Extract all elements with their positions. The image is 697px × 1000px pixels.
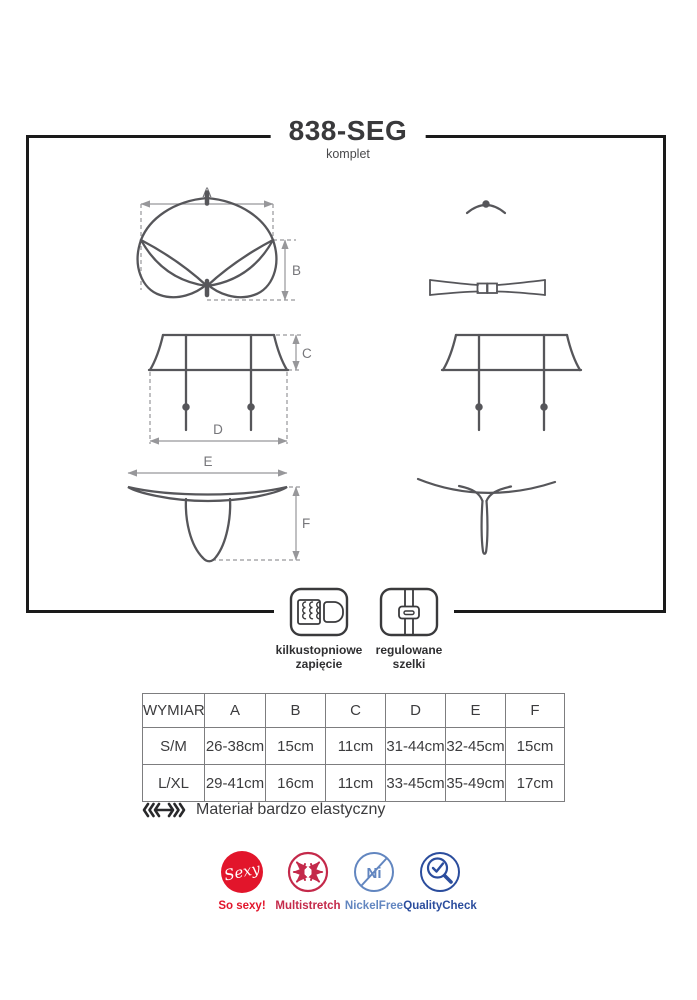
bra-front-diagram — [115, 182, 335, 324]
dimension-label-b: B — [292, 263, 302, 278]
table-header-row — [143, 694, 565, 728]
dimension-label-d: D — [213, 422, 223, 437]
garter-belt-back-outline — [442, 335, 581, 430]
badge-multistretch — [275, 851, 341, 913]
sexy-script-text: Sexy — [222, 859, 262, 885]
thong-front-diagram — [100, 455, 325, 570]
column-header: E — [446, 694, 506, 728]
feature-label-line1: regulowane — [375, 643, 443, 657]
size-cell: 26-38cm — [205, 728, 266, 765]
dimension-label-c: C — [302, 346, 312, 361]
feature-straps — [364, 586, 454, 672]
strap-dot — [483, 201, 488, 206]
badge-label: So sexy! — [218, 900, 266, 912]
thong-outline — [128, 487, 287, 561]
bra-back-diagram — [420, 185, 600, 320]
so-sexy-icon — [221, 851, 263, 893]
feature-label — [376, 643, 443, 672]
size-cell: 32-45cm — [446, 728, 506, 765]
badge-so-sexy — [209, 851, 275, 913]
page-subtitle: komplet — [326, 147, 370, 161]
badge-label: QualityCheck — [403, 900, 477, 912]
material-note-text: Materiał bardzo elastyczny — [196, 801, 386, 818]
size-cell: 33-45cm — [386, 765, 446, 802]
column-header: A — [205, 694, 266, 728]
quality-check-icon — [419, 851, 461, 893]
multistretch-icon — [287, 851, 329, 893]
thong-back-outline — [418, 479, 555, 554]
size-cell: 29-41cm — [205, 765, 266, 802]
bra-outline — [138, 193, 277, 298]
nickel-free-icon — [353, 851, 395, 893]
column-header: D — [386, 694, 446, 728]
feature-icons-block — [274, 586, 454, 672]
size-cell: 35-49cm — [446, 765, 506, 802]
size-cell: 31-44cm — [386, 728, 446, 765]
badge-nickel-free — [341, 851, 407, 913]
size-cell: 16cm — [266, 765, 326, 802]
table-row — [143, 765, 565, 802]
bra-dimension-lines — [141, 204, 296, 300]
dimension-label-e: E — [203, 454, 213, 469]
column-header: C — [326, 694, 386, 728]
size-table — [142, 693, 565, 802]
thong-back-diagram — [415, 455, 615, 570]
hook-eye-clasp-icon — [288, 586, 350, 638]
feature-label — [276, 643, 363, 672]
title-block — [271, 117, 426, 161]
size-cell: 11cm — [326, 765, 386, 802]
column-header: B — [266, 694, 326, 728]
size-cell: 17cm — [506, 765, 565, 802]
feature-label-line1: kilkustopniowe — [275, 643, 363, 657]
column-header: F — [506, 694, 565, 728]
garter-belt-outline — [149, 335, 288, 430]
dimension-label-f: F — [302, 516, 311, 531]
back-band — [430, 280, 545, 295]
badge-label: Multistretch — [275, 900, 341, 912]
page-title: 838-SEG — [288, 115, 408, 146]
thong-dimension-lines — [128, 473, 302, 560]
badges-row — [209, 851, 477, 913]
material-note — [142, 801, 385, 819]
garter-belt-back-diagram — [423, 322, 608, 457]
badge-quality-check — [403, 851, 477, 913]
garter-belt-front-diagram — [130, 322, 315, 457]
feature-clasp — [274, 586, 364, 672]
size-cell: 15cm — [506, 728, 565, 765]
badge-label: NickelFree — [344, 900, 404, 912]
feature-label-line2: szelki — [392, 657, 426, 672]
bra-back-outline — [430, 201, 545, 295]
size-cell: 15cm — [266, 728, 326, 765]
column-header: WYMIAR — [143, 694, 205, 728]
size-label: L/XL — [143, 765, 205, 802]
ni-symbol: Ni — [366, 865, 382, 882]
table-row — [143, 728, 565, 765]
feature-label-line2: zapięcie — [295, 657, 343, 672]
size-label: S/M — [143, 728, 205, 765]
dimension-label-a: A — [202, 185, 212, 200]
adjustable-strap-icon — [378, 586, 440, 638]
stretch-arrows-icon — [142, 802, 186, 818]
size-cell: 11cm — [326, 728, 386, 765]
